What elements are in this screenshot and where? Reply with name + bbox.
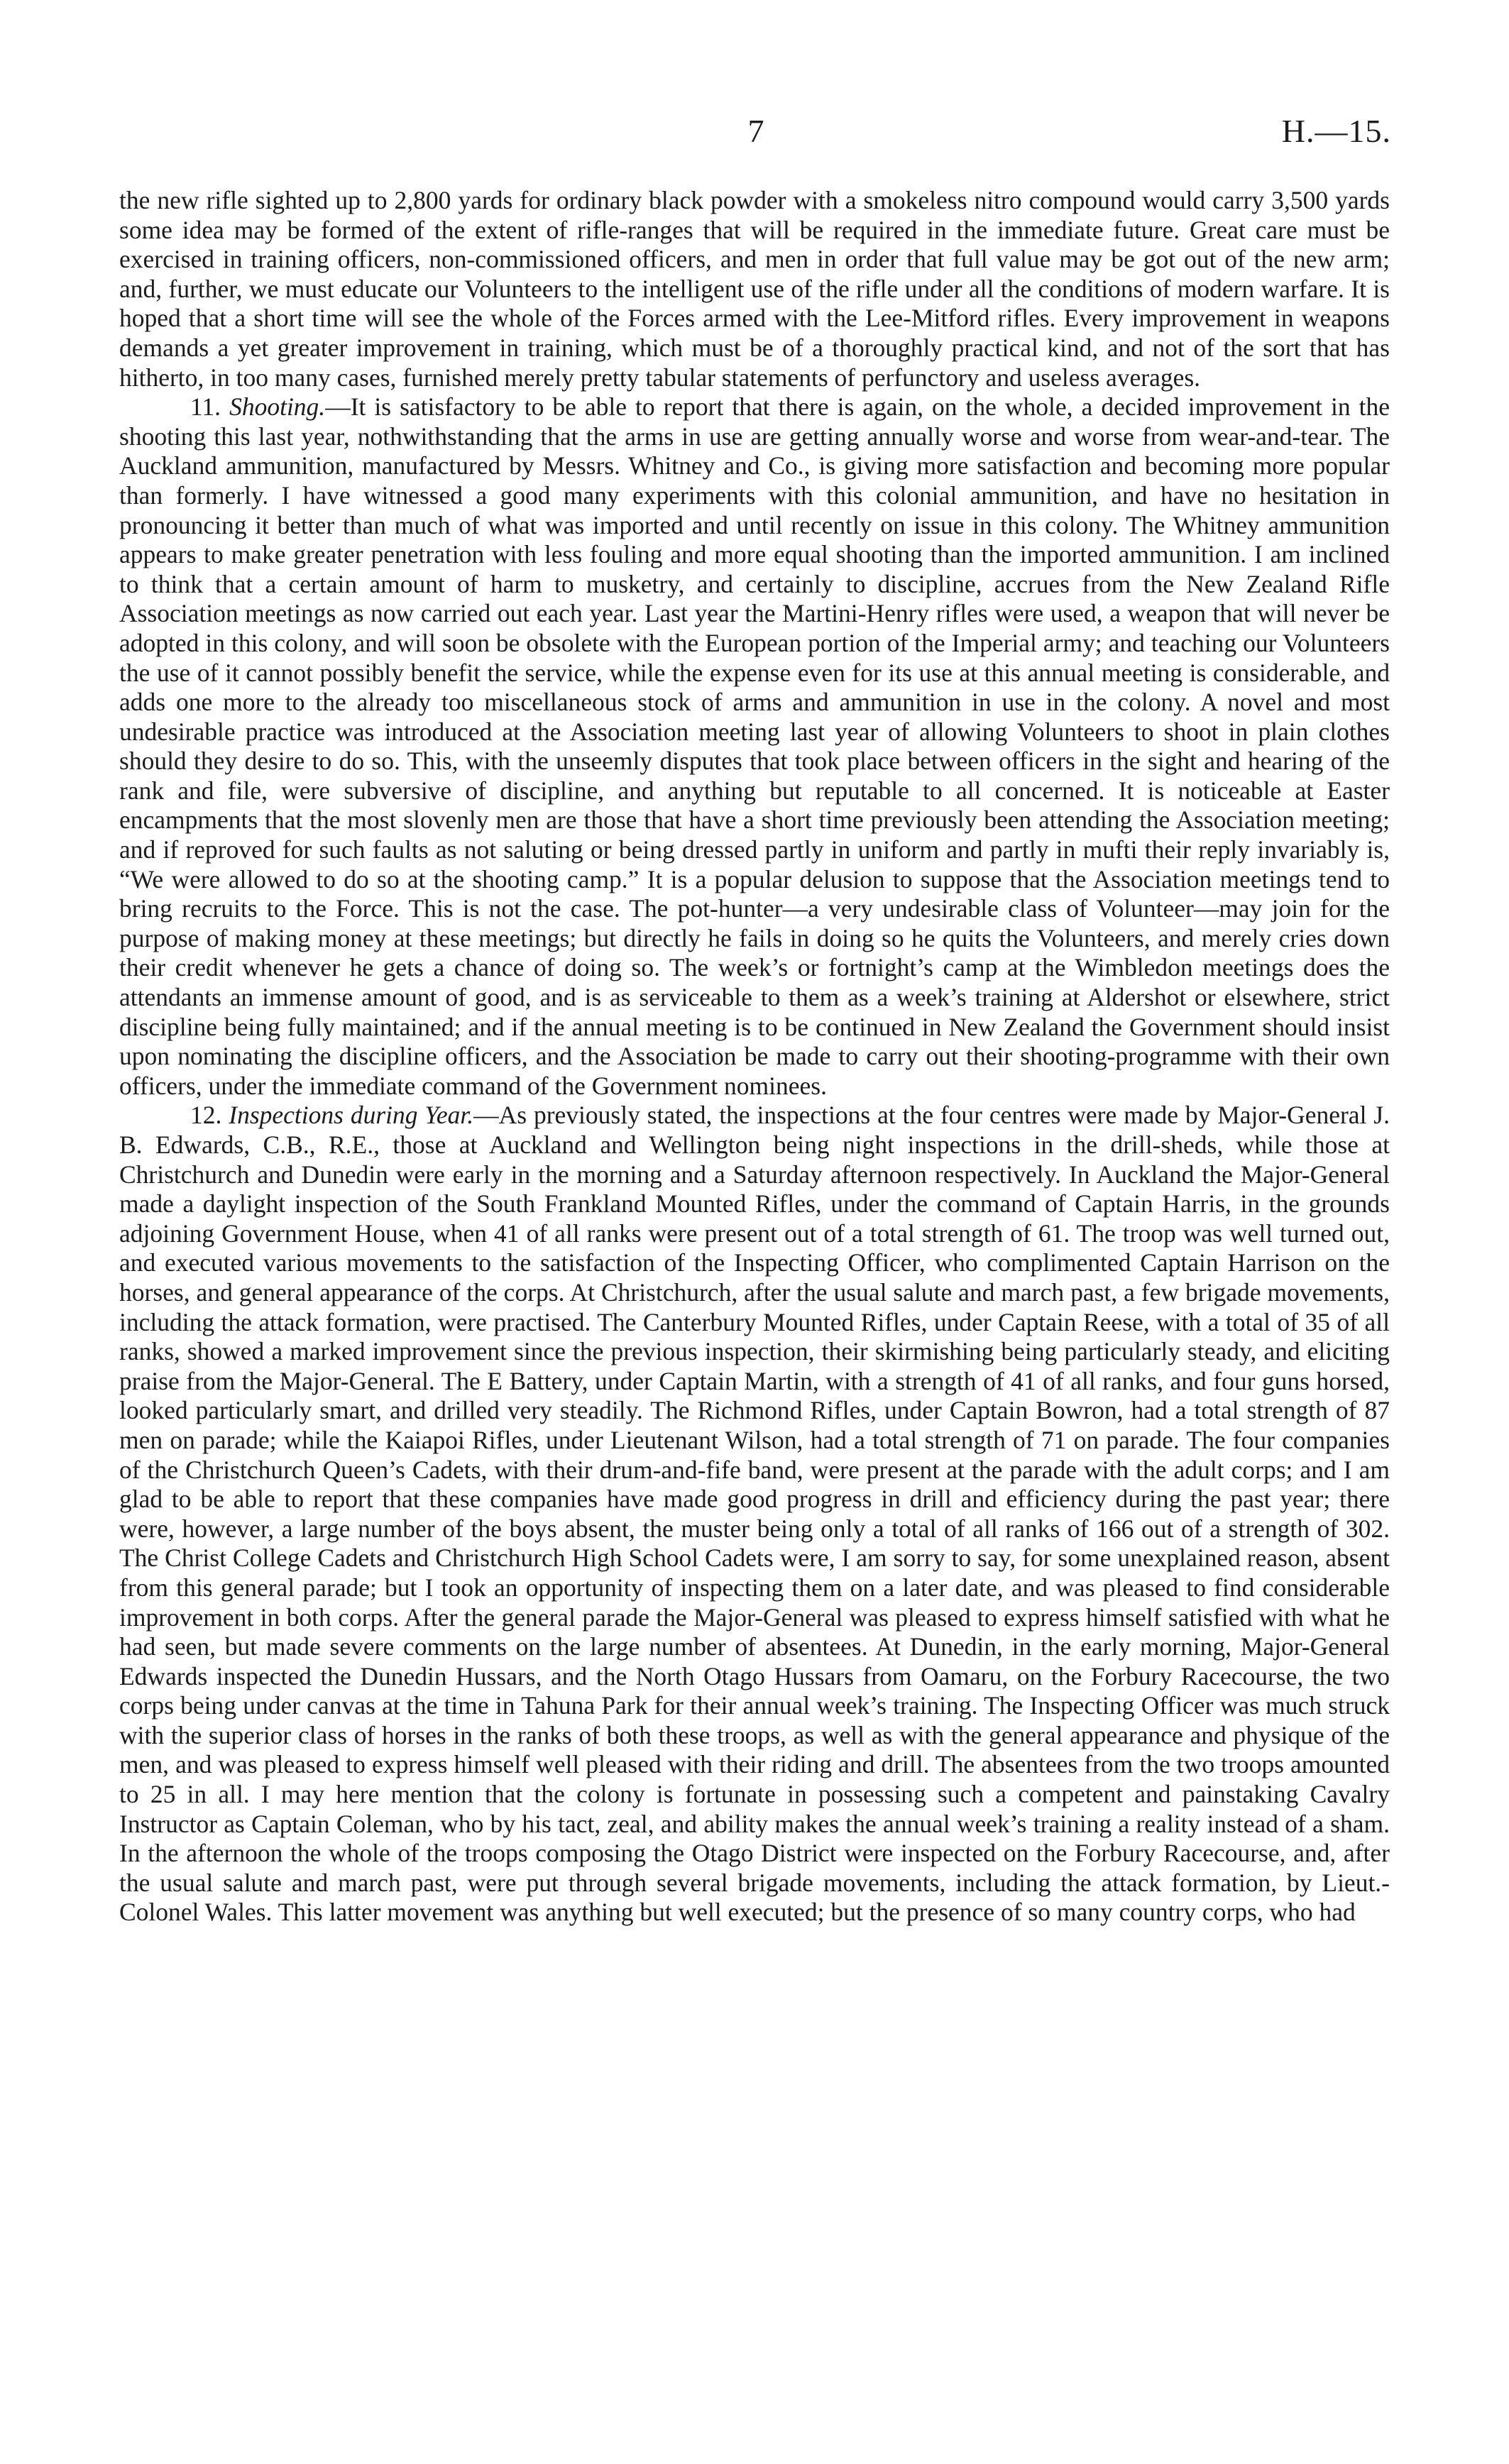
paragraph-rifle-training (119, 186, 1390, 392)
paragraph-inspections (119, 1101, 1390, 1927)
paragraph-text: —It is satisfactory to be able to report that there is again, on the whole, a decided improvement in the shooting this last year, nothwithstanding that the arms in use are getting annually worse and worse from wear-and-tear. The Auckland ammunition, manufactured by Messrs. Whitney and Co., is giving more satisfaction and becoming more popular than formerly. I have witnessed a good many experiments with this colonial ammunition, and have no hesitation in pronouncing it better than much of what was imported and until recently on issue in this colony. The Whitney ammunition appears to make greater penetration with less fouling and more equal shooting than the imported ammunition. I am inclined to think that a certain amount of harm to musketry, and certainly to discipline, accrues from the New Zealand Rifle Association meetings as now carried out each year. Last year the Martini-Henry rifles were used, a weapon that will never be adopted in this colony, and will soon be obsolete with the European portion of the Imperial army; and teaching our Volunteers the use of it cannot possibly benefit the service, while the expense even for its use at this annual meeting is considerable, and adds one more to the already too miscellaneous stock of arms and ammunition in use in the colony. A novel and most undesirable practice was introduced at the Association meeting last year of allowing Volunteers to shoot in plain clothes should they desire to do so. This, with the unseemly disputes that took place between officers in the sight and hearing of the rank and file, were subversive of discipline, and anything but reputable to all concerned. It is noticeable at Easter encampments that the most slovenly men are those that have a short time previously been attending the Association meeting; and if reproved for such faults as not saluting or being dressed partly in uniform and partly in mufti their reply invariably is, “We were allowed to do so at the shooting camp.” It is a popular delusion to suppose that the Association meetings tend to bring recruits to the Force. This is not the case. The pot-hunter—a very undesirable class of Volunteer—may join for the purpose of making money at these meetings; but directly he fails in doing so he quits the Volunteers, and merely cries down their credit whenever he gets a chance of doing so. The week’s or fortnight’s camp at the Wimbledon meetings does the attendants an immense amount of good, and is as serviceable to them as a week’s training at Aldershot or elsewhere, strict discipline being fully maintained; and if the annual meeting is to be continued in New Zealand the Government should insist upon nominating the discipline officers, and the Association be made to carry out their shooting-programme with their own officers, under the immediate command of the Government nominees. (119, 392, 1390, 1100)
report-body (119, 186, 1390, 1927)
paragraph-heading: Inspections during Year. (229, 1101, 474, 1130)
document-reference: H.—15. (1281, 113, 1391, 149)
paragraph-heading: Shooting. (229, 392, 326, 422)
paragraph-number: 11. (190, 392, 221, 422)
paragraph-number: 12. (190, 1101, 222, 1130)
page-number: 7 (747, 113, 764, 149)
paragraph-text: the new rifle sighted up to 2,800 yards for ordinary black powder with a smokeless nitro compound would carry 3,500 yards some idea may be formed of the extent of rifle-ranges that will be required in the immediate future. Great care must be exercised in training officers, non-commissioned officers, and men in order that full value may be got out of the new arm; and, further, we must educate our Volunteers to the intelligent use of the rifle under all the conditions of modern warfare. It is hoped that a short time will see the whole of the Forces armed with the Lee-Mitford rifles. Every improvement in weapons demands a yet greater improvement in training, which must be of a thoroughly practical kind, and not of the sort that has hitherto, in too many cases, furnished merely pretty tabular statements of perfunctory and useless averages. (119, 186, 1390, 392)
paragraph-text: —As previously stated, the inspections at the four centres were made by Major-General J. B. Edwards, C.B., R.E., those at Auckland and Wellington being night inspections in the drill-sheds, while those at Christchurch and Dunedin were early in the morning and a Saturday afternoon respectively. In Auckland the Major-General made a daylight inspection of the South Frankland Mounted Rifles, under the command of Captain Harris, in the grounds adjoining Government House, when 41 of all ranks were present out of a total strength of 61. The troop was well turned out, and executed various movements to the satisfaction of the Inspecting Officer, who complimented Captain Harrison on the horses, and general appearance of the corps. At Christchurch, after the usual salute and march past, a few brigade movements, including the attack formation, were practised. The Canterbury Mounted Rifles, under Captain Reese, with a total of 35 of all ranks, showed a marked improvement since the previous inspection, their skirmishing being particularly steady, and eliciting praise from the Major-General. The E Battery, under Captain Martin, with a strength of 41 of all ranks, and four guns horsed, looked particularly smart, and drilled very steadily. The Richmond Rifles, under Captain Bowron, had a total strength of 87 men on parade; while the Kaiapoi Rifles, under Lieutenant Wilson, had a total strength of 71 on parade. The four companies of the Christchurch Queen’s Cadets, with their drum-and-fife band, were present at the parade with the adult corps; and I am glad to be able to report that these companies have made good progress in drill and efficiency during the past year; there were, however, a large number of the boys absent, the muster being only a total of all ranks of 166 out of a strength of 302. The Christ College Cadets and Christchurch High School Cadets were, I am sorry to say, for some unexplained reason, absent from this general parade; but I took an opportunity of inspecting them on a later date, and was pleased to find considerable improvement in both corps. After the general parade the Major-General was pleased to express himself satisfied with what he had seen, but made severe comments on the large number of absentees. At Dunedin, in the early morning, Major-General Edwards inspected the Dunedin Hussars, and the North Otago Hussars from Oamaru, on the Forbury Racecourse, the two corps being under canvas at the time in Tahuna Park for their annual week’s training. The Inspecting Officer was much struck with the superior class of horses in the ranks of both these troops, as well as with the general appearance and physique of the men, and was pleased to express himself well pleased with their riding and drill. The absentees from the two troops amounted to 25 in all. I may here mention that the colony is fortunate in possessing such a competent and painstaking Cavalry Instructor as Captain Coleman, who by his tact, zeal, and ability makes the annual week’s training a reality instead of a sham. In the afternoon the whole of the troops composing the Otago District were inspected on the Forbury Racecourse, and, after the usual salute and march past, were put through several brigade movements, including the attack formation, by Lieut.-Colonel Wales. This latter movement was anything but well executed; but the presence of so many country corps, who had (119, 1101, 1390, 1927)
paragraph-shooting (119, 392, 1390, 1101)
